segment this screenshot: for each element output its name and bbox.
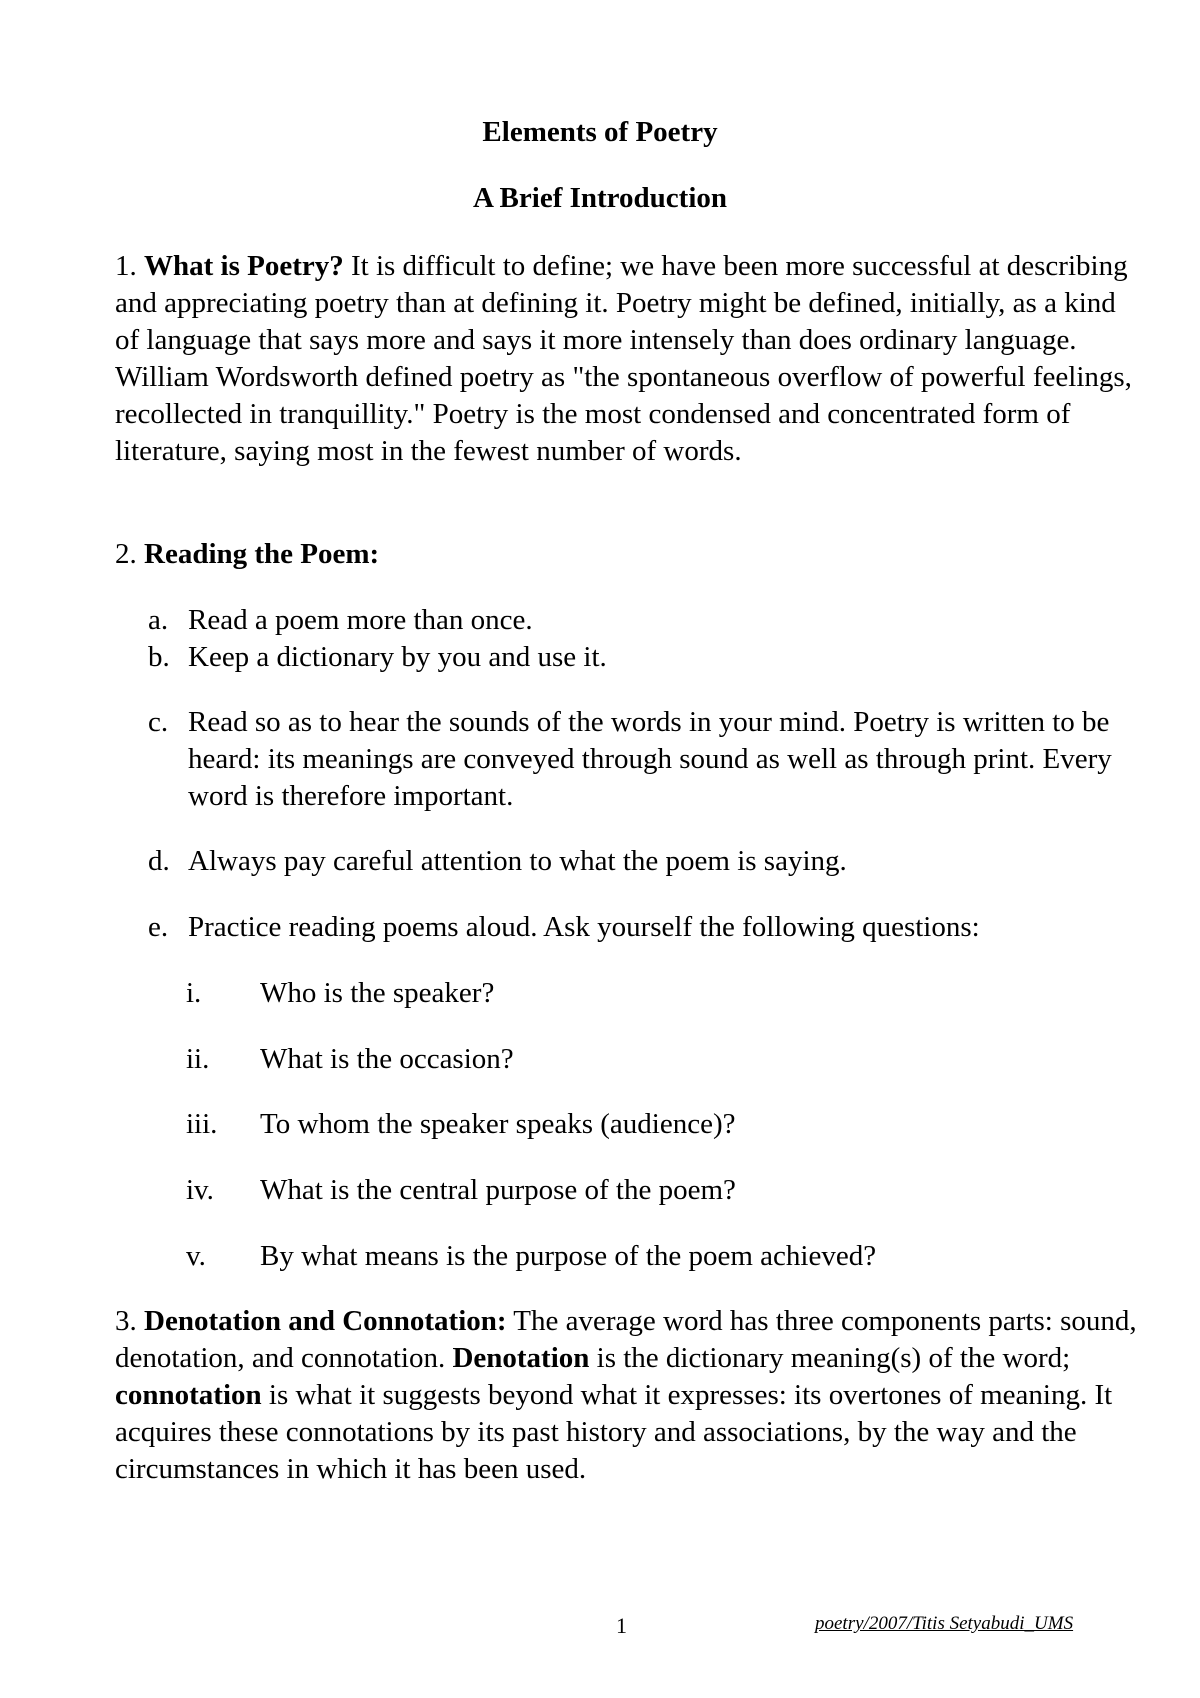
section-body: is the dictionary meaning(s) of the word; (596, 1342, 1071, 1374)
question-text: What is the central purpose of the poem? (260, 1174, 736, 1206)
section-heading: Denotation and Connotation: (144, 1305, 507, 1337)
section-number: 2. (115, 538, 137, 570)
section-denotation-connotation (115, 1303, 1145, 1488)
question-marker: i. (186, 977, 202, 1009)
footer-credit: poetry/2007/Titis Setyabudi_UMS (815, 1613, 1074, 1634)
question-text: By what means is the purpose of the poem achieved? (260, 1240, 877, 1272)
list-marker: e. (148, 911, 169, 943)
document-subtitle: A Brief Introduction (472, 182, 728, 214)
term-denotation: Denotation (452, 1342, 590, 1374)
list-text: Keep a dictionary by you and use it. (188, 641, 607, 673)
section-number: 1. (115, 250, 137, 282)
question-text: What is the occasion? (260, 1043, 514, 1075)
list-text: Always pay careful attention to what the poem is saying. (188, 845, 847, 877)
question-marker: iii. (186, 1108, 218, 1140)
section-reading-the-poem (115, 536, 1145, 573)
question-text: To whom the speaker speaks (audience)? (260, 1108, 736, 1140)
section-body: The average word has three components parts: sound, denotation, and connotation. (115, 1305, 1137, 1374)
question-marker: ii. (186, 1043, 210, 1075)
list-marker: a. (148, 604, 169, 636)
document-title: Elements of Poetry (482, 116, 718, 148)
question-marker: iv. (186, 1174, 214, 1206)
section-heading: Reading the Poem: (144, 538, 380, 570)
list-text: Practice reading poems aloud. Ask yourself the following questions: (188, 911, 980, 943)
list-text: Read so as to hear the sounds of the words in your mind. Poetry is written to be heard: its meanings are conveyed through sound as well as through print. Every word is therefore important. (188, 706, 1112, 812)
section-heading: What is Poetry? (144, 250, 344, 282)
list-marker: d. (148, 845, 170, 877)
question-marker: v. (186, 1240, 206, 1272)
page-number: 1 (616, 1613, 627, 1638)
section-body: is what it suggests beyond what it expresses: its overtones of meaning. It acquires these connotations by its past history and associations, by the way and the circumstances in which it has been used. (115, 1379, 1113, 1485)
term-connotation: connotation (115, 1379, 262, 1411)
list-text: Read a poem more than once. (188, 604, 533, 636)
list-marker: b. (148, 641, 170, 673)
section-body: It is difficult to define; we have been more successful at describing and appreciating poetry than at defining it. Poetry might be defined, initially, as a kind of language that says more and says it more intensely than does ordinary language. William Wordsworth defined poetry as "the spontaneous overflow of powerful feelings, recollected in tranquillity." Poetry is the most condensed and concentrated form of literature, saying most in the fewest number of words. (115, 250, 1132, 467)
section-number: 3. (115, 1305, 137, 1337)
question-text: Who is the speaker? (260, 977, 495, 1009)
list-marker: c. (148, 706, 169, 738)
section-what-is-poetry (115, 248, 1145, 470)
